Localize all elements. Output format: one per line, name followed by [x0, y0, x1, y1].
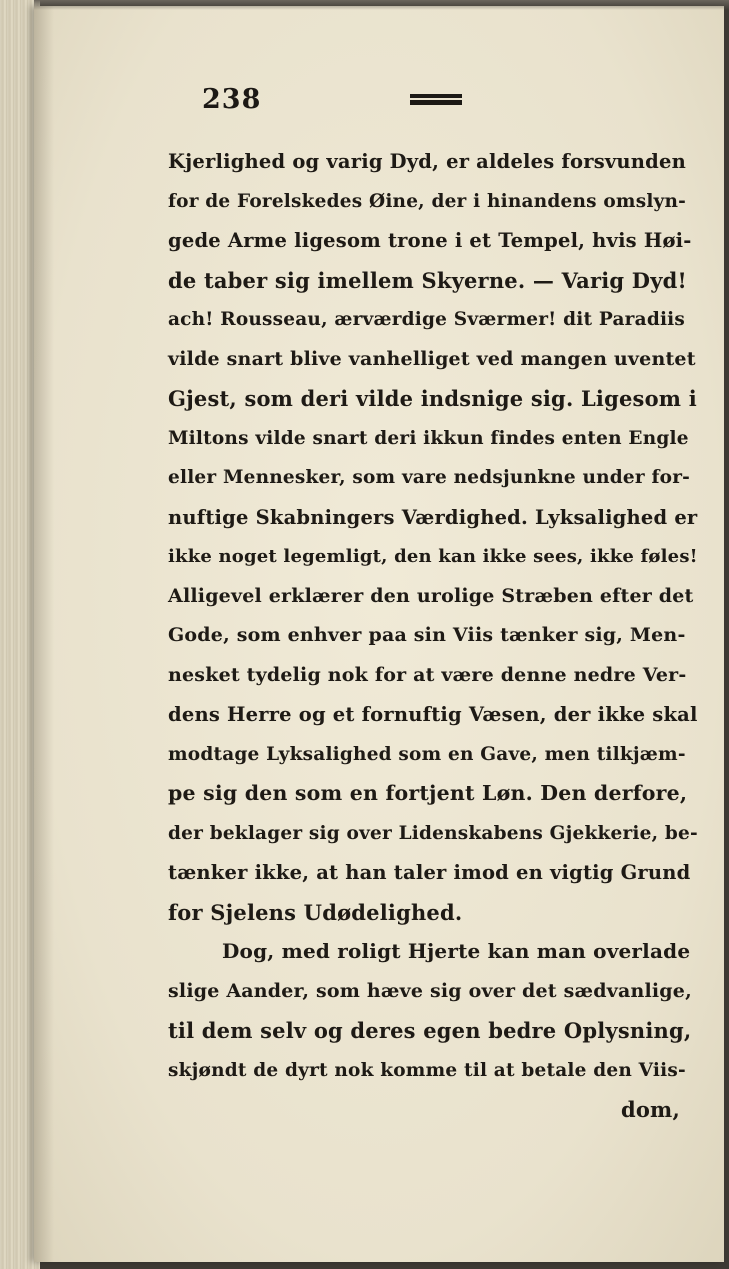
text-line: Alligevel erklærer den urolige Stræben efter det [168, 584, 694, 607]
catchword: dom, [620, 1097, 680, 1122]
page-header [202, 84, 502, 114]
text-line: nesket tydelig nok for at være denne nedre Ver- [168, 663, 687, 686]
text-line: pe sig den som en fortjent Løn. Den derfore, [168, 781, 688, 805]
page-top-shadow [34, 0, 729, 10]
body-text [168, 142, 698, 1130]
text-line: til dem selv og deres egen bedre Oplysning, [168, 1018, 692, 1043]
text-line: for de Forelskedes Øine, der i hinandens omslyn- [168, 190, 687, 212]
text-line: dens Herre og et fornuftig Væsen, der ikke skal [168, 703, 698, 726]
text-line: de taber sig imellem Skyerne. — Varig Dyd! [168, 267, 687, 293]
text-line: Miltons vilde snart deri ikkun findes enten Engle [168, 427, 689, 449]
text-line: Kjerlighed og varig Dyd, er aldeles forsvunden [168, 150, 686, 173]
text-line: eller Mennesker, som vare nedsjunkne under for- [168, 467, 691, 488]
text-line: der beklager sig over Lidenskabens Gjekkerie, be- [168, 822, 698, 844]
text-line: slige Aander, som hæve sig over det sædvanlige, [168, 979, 692, 1002]
text-line: Gjest, som deri vilde indsnige sig. Ligesom i [168, 386, 697, 411]
text-line: skjøndt de dyrt nok komme til at betale den Viis- [168, 1059, 686, 1081]
text-line: tænker ikke, at han taler imod en vigtig Grund [168, 861, 691, 884]
spine-shadow [34, 6, 54, 1262]
paragraph-start-line: Dog, med roligt Hjerte kan man overlade [222, 939, 691, 963]
text-line: ach! Rousseau, ærværdige Sværmer! dit Paradiis [168, 309, 686, 330]
text-line: Gode, som enhver paa sin Viis tænker sig, Men- [168, 624, 686, 646]
header-ornament [410, 94, 462, 106]
text-line: modtage Lyksalighed som en Gave, men tilkjæm- [168, 743, 686, 765]
text-line: ikke noget legemligt, den kan ikke sees, ikke føles! [168, 546, 698, 567]
page-number: 238 [202, 84, 262, 115]
text-line: vilde snart blive vanhelliget ved mangen uventet [168, 347, 696, 370]
text-line: nuftige Skabningers Værdighed. Lyksalighed er [168, 505, 698, 529]
text-line: for Sjelens Udødelighed. [168, 899, 463, 925]
text-line: gede Arme ligesom trone i et Tempel, hvis Høi- [168, 229, 692, 252]
